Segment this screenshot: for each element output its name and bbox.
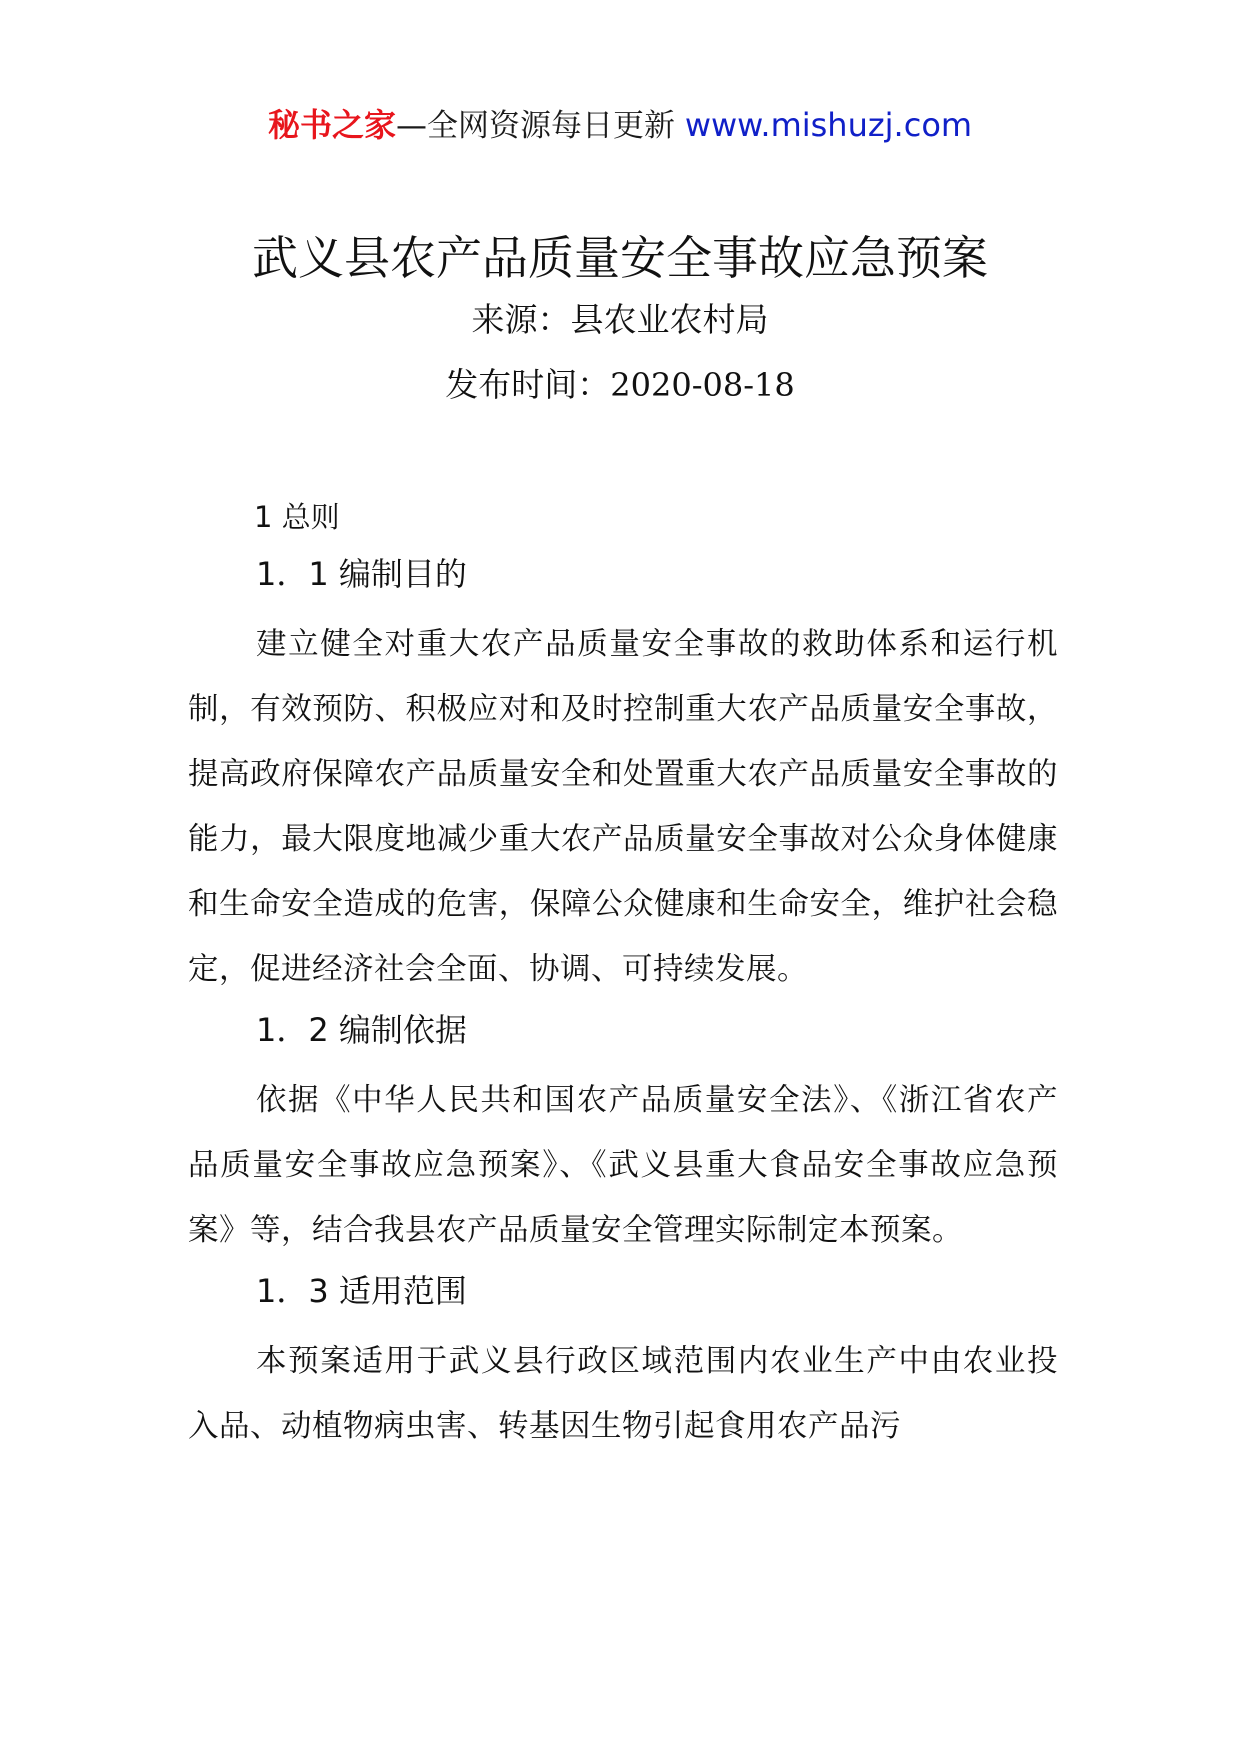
publish-date-line [0, 361, 1240, 409]
source-line: 来源：县农业农村局 [471, 300, 769, 339]
section-heading-1-1: 1．1 编制目的 [256, 555, 467, 593]
brand-name: 秘书之家 [267, 106, 396, 144]
header-slogan: —全网资源每日更新 [395, 108, 675, 144]
publish-date-label: 发布时间： [445, 365, 611, 404]
section-heading-1: 1 总则 [254, 500, 340, 534]
publish-date-value: 2020-08-18 [610, 366, 795, 404]
section-body-1-2: 依据《中华人民共和国农产品质量安全法》、《浙江省农产品质量安全事故应急预案》、《武义县重大食品安全事故应急预案》等，结合我县农产品质量安全管理实际制定本预案。 [188, 1083, 1058, 1248]
section-heading-1-3: 1．3 适用范围 [256, 1272, 467, 1310]
section-heading-1-2: 1．2 编制依据 [256, 1011, 467, 1049]
site-header [0, 101, 1240, 150]
site-url-link[interactable]: www.mishuzj.com [684, 106, 973, 144]
document-body [188, 493, 1058, 1460]
section-body-1-1: 建立健全对重大农产品质量安全事故的救助体系和运行机制，有效预防、积极应对和及时控制重大农产品质量安全事故，提高政府保障农产品质量安全和处置重大农产品质量安全事故的能力，最大限度地减少重大农产品质量安全事故对公众身体健康和生命安全造成的危害，保障公众健康和生命安全，维护社会稳定，促进经济社会全面、协调、可持续发展。 [188, 627, 1058, 987]
document-title: 武义县农产品质量安全事故应急预案 [252, 231, 988, 285]
section-body-1-3: 本预案适用于武义县行政区域范围内农业生产中由农业投入品、动植物病虫害、转基因生物引起食用农产品污 [188, 1344, 1058, 1444]
